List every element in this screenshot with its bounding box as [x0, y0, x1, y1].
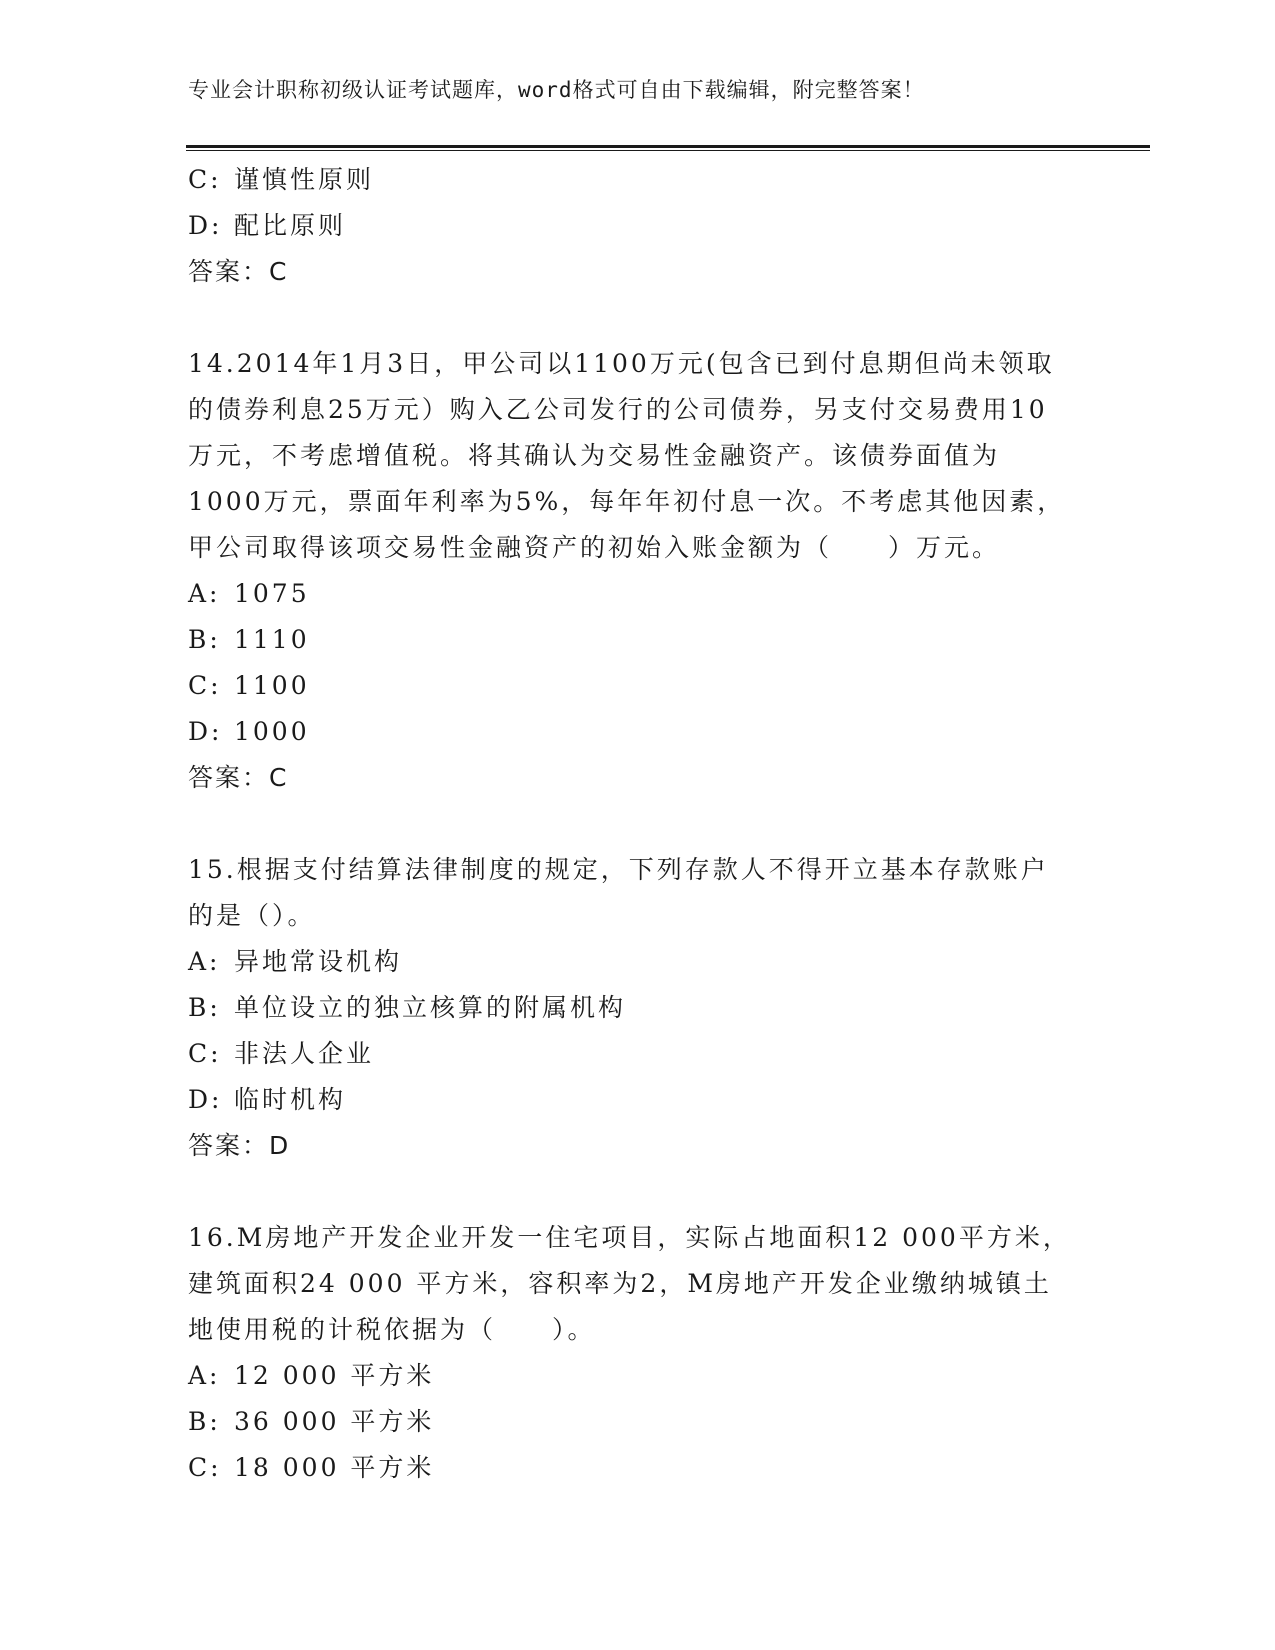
answer: 答案：D [188, 1131, 291, 1160]
question-13-tail [188, 157, 1108, 295]
question-14 [188, 341, 1108, 801]
question-text-line: 地使用税的计税依据为（ ）。 [188, 1315, 596, 1344]
option-b: B: 1110 [188, 625, 310, 654]
header-rule-thick [186, 145, 1150, 148]
answer: 答案：C [188, 763, 289, 792]
option-b: B: 单位设立的独立核算的附属机构 [188, 993, 627, 1022]
option-a: A: 1075 [188, 579, 310, 608]
option-a: A: 12 000 平方米 [188, 1361, 435, 1390]
question-text-line: 万元，不考虑增值税。将其确认为交易性金融资产。该债券面值为 [188, 441, 1001, 470]
option-d: D: 1000 [188, 717, 310, 746]
option-d: D: 临时机构 [188, 1085, 347, 1114]
question-text-line: 的是（）。 [188, 901, 316, 930]
document-body [188, 157, 1108, 1491]
spacer [188, 801, 1108, 847]
header-rule-thin [186, 150, 1150, 151]
answer: 答案：C [188, 257, 289, 286]
question-text-line: 15.根据支付结算法律制度的规定，下列存款人不得开立基本存款账户 [188, 855, 1049, 884]
question-text-line: 甲公司取得该项交易性金融资产的初始入账金额为（ ）万元。 [188, 533, 1001, 562]
option-b: B: 36 000 平方米 [188, 1407, 435, 1436]
option-c: C: 非法人企业 [188, 1039, 375, 1068]
option-d: D: 配比原则 [188, 211, 347, 240]
option-c: C: 18 000 平方米 [188, 1453, 435, 1482]
option-c: C: 1100 [188, 671, 310, 700]
page-header: 专业会计职称初级认证考试题库，word格式可自由下载编辑，附完整答案！ [188, 78, 925, 102]
question-text-line: 1000万元，票面年利率为5%，每年年初付息一次。不考虑其他因素， [188, 487, 1066, 516]
question-16 [188, 1215, 1108, 1491]
question-text-line: 16.M房地产开发企业开发一住宅项目，实际占地面积12 000平方米， [188, 1223, 1071, 1252]
question-text-line: 的债券利息25万元）购入乙公司发行的公司债券，另支付交易费用10 [188, 395, 1048, 424]
question-15 [188, 847, 1108, 1169]
question-text-line: 建筑面积24 000 平方米，容积率为2，M房地产开发企业缴纳城镇土 [188, 1269, 1052, 1298]
spacer [188, 295, 1108, 341]
option-c: C: 谨慎性原则 [188, 165, 375, 194]
spacer [188, 1169, 1108, 1215]
question-text-line: 14.2014年1月3日，甲公司以1100万元(包含已到付息期但尚未领取 [188, 349, 1055, 378]
option-a: A: 异地常设机构 [188, 947, 403, 976]
